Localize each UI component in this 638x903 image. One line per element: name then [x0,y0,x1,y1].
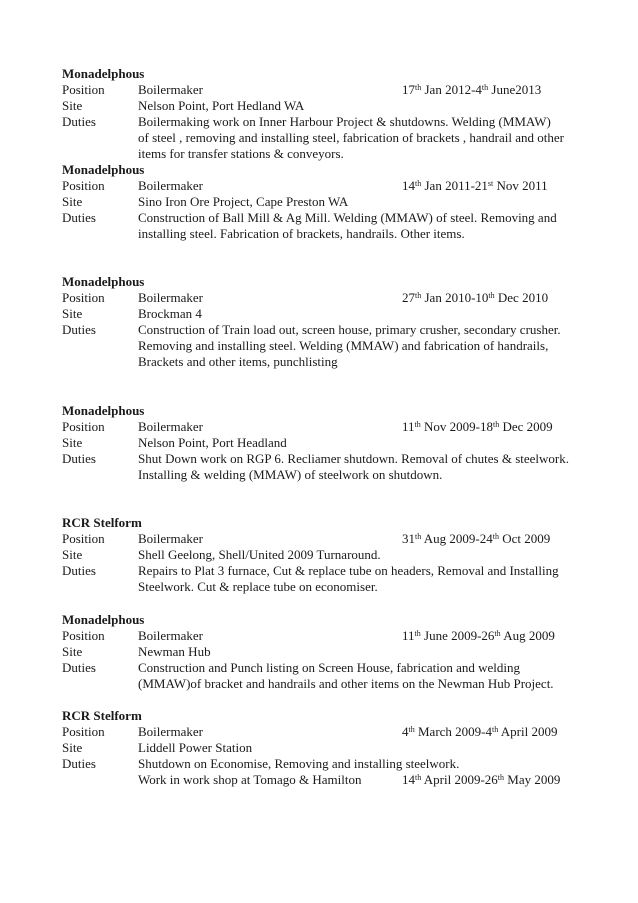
position-row [62,419,582,435]
duties-label: Duties [62,451,96,466]
position-row [62,531,582,547]
position-label: Position [62,82,105,97]
site-label: Site [62,194,83,209]
company-name: Monadelphous [62,66,145,81]
employment-entry [62,66,582,162]
site-value: Sino Iron Ore Project, Cape Preston WA [138,194,349,209]
duties-line: (MMAW)of bracket and handrails and other items on the Newman Hub Project. [138,676,554,691]
position-value: Boilermaker [138,178,203,193]
site-label: Site [62,435,83,450]
employment-entry [62,612,582,692]
site-label: Site [62,98,83,113]
duties-line: Steelwork. Cut & replace tube on economiser. [138,579,378,594]
site-value: Liddell Power Station [138,740,253,755]
position-label: Position [62,628,105,643]
position-label: Position [62,178,105,193]
position-row [62,724,582,740]
employment-entry [62,403,582,483]
position-value: Boilermaker [138,724,203,739]
duties-line: Boilermaking work on Inner Harbour Project & shutdowns. Welding (MMAW) [138,114,551,129]
employment-entry [62,162,582,242]
site-value: Nelson Point, Port Headland [138,435,287,450]
duties-line: Removing and installing steel. Welding (MMAW) and fabrication of handrails, [138,338,549,353]
position-value: Boilermaker [138,82,203,97]
duties-line: Construction and Punch listing on Screen House, fabrication and welding [138,660,520,675]
site-row [62,194,582,210]
site-row [62,644,582,660]
position-label: Position [62,290,105,305]
date-range: 11th Nov 2009-18th Dec 2009 [402,419,553,434]
duties-label: Duties [62,563,96,578]
company-name: Monadelphous [62,403,145,418]
position-value: Boilermaker [138,628,203,643]
site-value: Newman Hub [138,644,211,659]
site-row [62,435,582,451]
date-range: 14th April 2009-26th May 2009 [402,772,561,787]
duties-label: Duties [62,114,96,129]
duties-row [62,563,582,579]
duties-row [62,451,582,467]
duties-line: of steel , removing and installing steel, fabrication of brackets , handrail and other [138,130,564,145]
date-range: 31th Aug 2009-24th Oct 2009 [402,531,551,546]
position-label: Position [62,724,105,739]
duties-line: Brackets and other items, punchlisting [138,354,338,369]
position-label: Position [62,419,105,434]
duties-line: Installing & welding (MMAW) of steelwork on shutdown. [138,467,443,482]
position-label: Position [62,531,105,546]
site-label: Site [62,740,83,755]
position-row [62,290,582,306]
duties-line: Construction of Train load out, screen house, primary crusher, secondary crusher. [138,322,561,337]
duties-line: Repairs to Plat 3 furnace, Cut & replace tube on headers, Removal and Installing [138,563,559,578]
employment-entry [62,274,582,370]
date-range: 17th Jan 2012-4th June2013 [402,82,542,97]
duties-row [62,322,582,338]
site-label: Site [62,306,83,321]
site-value: Nelson Point, Port Hedland WA [138,98,305,113]
site-value: Shell Geelong, Shell/United 2009 Turnaround. [138,547,381,562]
duties-row [62,114,582,130]
duties-line: Shutdown on Economise, Removing and installing steelwork. [138,756,460,771]
position-row [62,628,582,644]
site-label: Site [62,547,83,562]
duties-line: installing steel. Fabrication of brackets, handrails. Other items. [138,226,465,241]
duties-row [62,756,582,772]
position-row [62,178,582,194]
duties-label: Duties [62,210,96,225]
company-name: Monadelphous [62,612,145,627]
duties-row [62,210,582,226]
duties-line: Shut Down work on RGP 6. Recliamer shutdown. Removal of chutes & steelwork. [138,451,569,466]
date-range: 27th Jan 2010-10th Dec 2010 [402,290,549,305]
date-range: 14th Jan 2011-21st Nov 2011 [402,178,548,193]
site-row [62,98,582,114]
employment-entry [62,708,582,788]
workshop-row [62,772,582,788]
position-value: Boilermaker [138,531,203,546]
date-range: 11th June 2009-26th Aug 2009 [402,628,555,643]
duties-line: items for transfer stations & conveyors. [138,146,344,161]
duties-label: Duties [62,322,96,337]
site-label: Site [62,644,83,659]
site-row [62,306,582,322]
duties-label: Duties [62,660,96,675]
site-row [62,740,582,756]
position-row [62,82,582,98]
date-range: 4th March 2009-4th April 2009 [402,724,558,739]
duties-row [62,660,582,676]
company-name: Monadelphous [62,274,145,289]
company-name: RCR Stelform [62,515,142,530]
company-name: RCR Stelform [62,708,142,723]
duties-line: Construction of Ball Mill & Ag Mill. Welding (MMAW) of steel. Removing and [138,210,557,225]
duties-label: Duties [62,756,96,771]
employment-entry [62,515,582,595]
position-value: Boilermaker [138,290,203,305]
site-row [62,547,582,563]
position-value: Boilermaker [138,419,203,434]
workshop-text: Work in work shop at Tomago & Hamilton [138,772,362,787]
site-value: Brockman 4 [138,306,202,321]
company-name: Monadelphous [62,162,145,177]
